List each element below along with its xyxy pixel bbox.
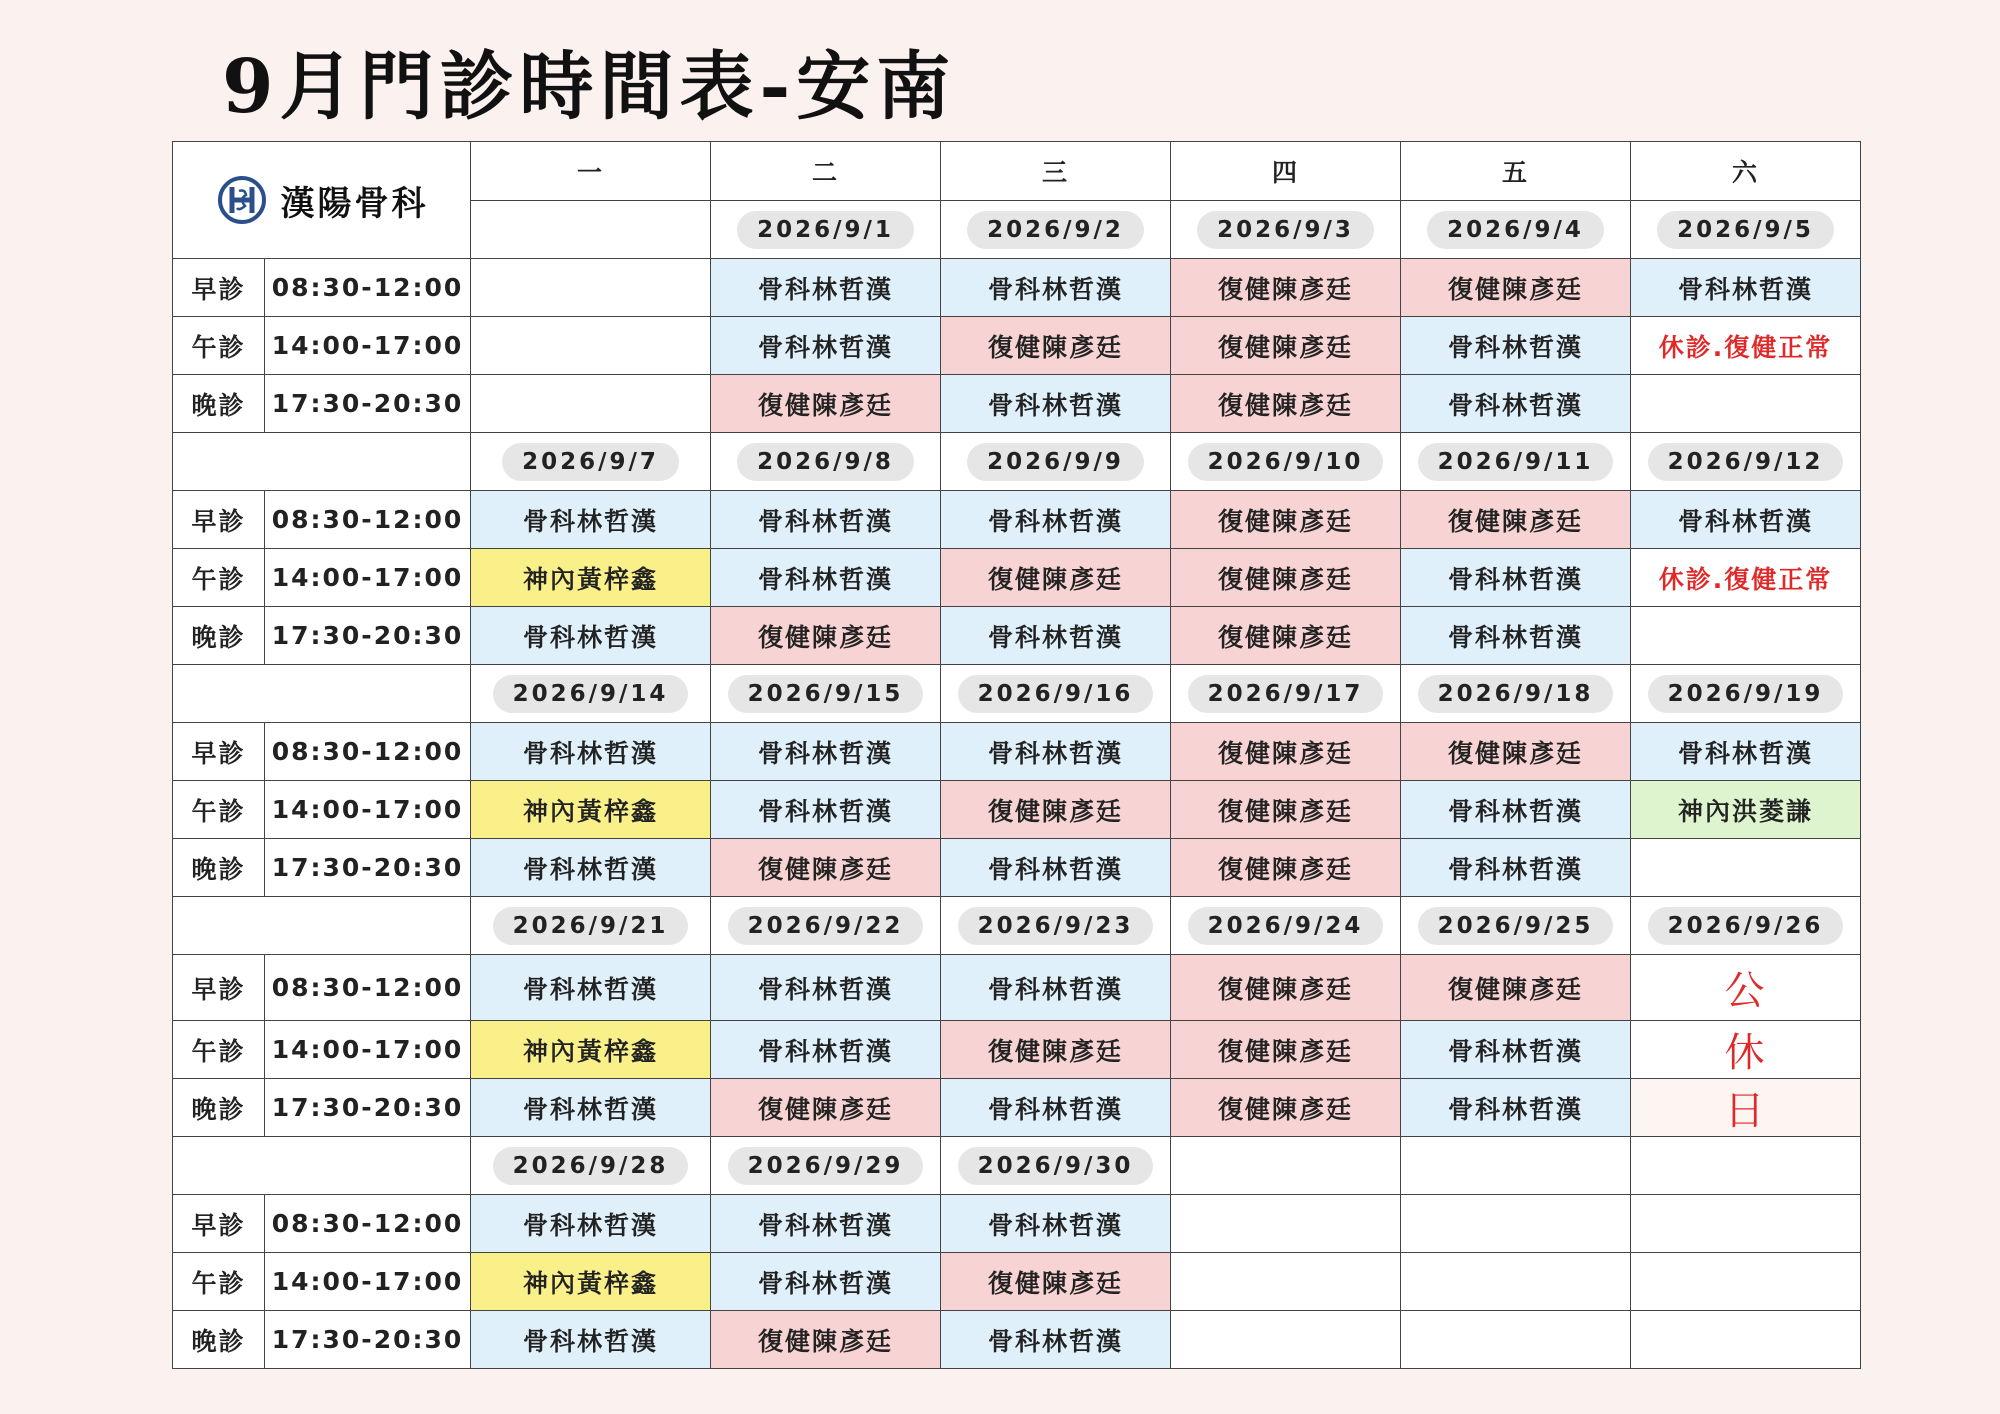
- schedule-table: [172, 141, 1861, 1369]
- doctor-cell: 復健陳彥廷: [941, 317, 1171, 375]
- slot-time: 17:30-20:30: [265, 607, 471, 665]
- slot-time: 14:00-17:00: [265, 1253, 471, 1311]
- slot-time: 17:30-20:30: [265, 1311, 471, 1369]
- doctor-cell: [1171, 1195, 1401, 1253]
- doctor-cell: 復健陳彥廷: [711, 1079, 941, 1137]
- doctor-cell: [1171, 1311, 1401, 1369]
- date-pill: 2026/9/23: [958, 907, 1154, 945]
- slot-name: 晚診: [173, 1079, 265, 1137]
- doctor-cell: 復健陳彥廷: [1171, 375, 1401, 433]
- doctor-cell: 復健陳彥廷: [711, 607, 941, 665]
- slot-row: [173, 259, 1861, 317]
- date-cell: [1631, 1137, 1861, 1195]
- slot-row: [173, 1021, 1861, 1079]
- date-cell: [1401, 897, 1631, 955]
- date-cell: [941, 897, 1171, 955]
- date-cell: [711, 665, 941, 723]
- doctor-cell: 復健陳彥廷: [1171, 549, 1401, 607]
- date-pill: 2026/9/18: [1418, 675, 1614, 713]
- doctor-cell: 休診.復健正常: [1631, 317, 1861, 375]
- slot-name: 午診: [173, 1021, 265, 1079]
- slot-name: 午診: [173, 317, 265, 375]
- date-cell: [471, 201, 711, 259]
- doctor-cell: 復健陳彥廷: [711, 375, 941, 433]
- doctor-cell: 骨科林哲漢: [711, 549, 941, 607]
- doctor-cell: 骨科林哲漢: [471, 1195, 711, 1253]
- doctor-cell: 休診.復健正常: [1631, 549, 1861, 607]
- doctor-cell: 骨科林哲漢: [1401, 549, 1631, 607]
- date-pill: 2026/9/1: [737, 211, 914, 249]
- date-cell: [1171, 665, 1401, 723]
- date-pill: 2026/9/17: [1188, 675, 1384, 713]
- date-cell: [1631, 665, 1861, 723]
- doctor-cell: [1631, 375, 1861, 433]
- date-row-blank: [173, 433, 471, 491]
- doctor-cell: 骨科林哲漢: [711, 259, 941, 317]
- date-pill: 2026/9/21: [493, 907, 689, 945]
- doctor-cell: 骨科林哲漢: [941, 1311, 1171, 1369]
- doctor-cell: [1631, 1253, 1861, 1311]
- date-pill: 2026/9/4: [1427, 211, 1604, 249]
- doctor-cell: [1171, 1253, 1401, 1311]
- slot-name: 早診: [173, 1195, 265, 1253]
- slot-time: 14:00-17:00: [265, 781, 471, 839]
- doctor-cell: 復健陳彥廷: [1401, 723, 1631, 781]
- doctor-cell: 骨科林哲漢: [1631, 259, 1861, 317]
- date-cell: [1401, 433, 1631, 491]
- date-row: [173, 433, 1861, 491]
- slot-time: 08:30-12:00: [265, 723, 471, 781]
- day-header: 一: [471, 142, 711, 201]
- doctor-cell: [1401, 1195, 1631, 1253]
- slot-row: [173, 317, 1861, 375]
- date-pill: 2026/9/7: [502, 443, 679, 481]
- clinic-logo-cell: [173, 142, 471, 259]
- doctor-cell: 骨科林哲漢: [711, 955, 941, 1021]
- day-header: 四: [1171, 142, 1401, 201]
- date-row-blank: [173, 1137, 471, 1195]
- date-cell: [471, 665, 711, 723]
- doctor-cell: [471, 375, 711, 433]
- doctor-cell: 復健陳彥廷: [1171, 781, 1401, 839]
- date-cell: [1171, 433, 1401, 491]
- date-row: [173, 665, 1861, 723]
- date-pill: 2026/9/12: [1648, 443, 1844, 481]
- doctor-cell: [471, 259, 711, 317]
- slot-row: [173, 1079, 1861, 1137]
- slot-row: [173, 1311, 1861, 1369]
- slot-name: 午診: [173, 1253, 265, 1311]
- date-cell: [941, 433, 1171, 491]
- slot-name: 午診: [173, 781, 265, 839]
- slot-row: [173, 1253, 1861, 1311]
- doctor-cell: 骨科林哲漢: [941, 375, 1171, 433]
- doctor-cell: [1631, 1311, 1861, 1369]
- date-cell: [471, 897, 711, 955]
- slot-row: [173, 607, 1861, 665]
- doctor-cell: 骨科林哲漢: [1401, 1021, 1631, 1079]
- slot-row: [173, 781, 1861, 839]
- day-header: 三: [941, 142, 1171, 201]
- slot-time: 14:00-17:00: [265, 317, 471, 375]
- doctor-cell: 休: [1631, 1021, 1861, 1079]
- date-cell: [471, 1137, 711, 1195]
- date-cell: [1401, 1137, 1631, 1195]
- doctor-cell: 神內黃梓鑫: [471, 1253, 711, 1311]
- doctor-cell: 神內黃梓鑫: [471, 781, 711, 839]
- slot-time: 17:30-20:30: [265, 839, 471, 897]
- date-pill: 2026/9/11: [1418, 443, 1614, 481]
- doctor-cell: 復健陳彥廷: [1171, 491, 1401, 549]
- slot-time: 14:00-17:00: [265, 1021, 471, 1079]
- slot-name: 晚診: [173, 375, 265, 433]
- doctor-cell: 骨科林哲漢: [941, 723, 1171, 781]
- slot-name: 午診: [173, 549, 265, 607]
- doctor-cell: [1401, 1253, 1631, 1311]
- date-pill: 2026/9/19: [1648, 675, 1844, 713]
- date-cell: [711, 201, 941, 259]
- doctor-cell: 復健陳彥廷: [941, 1253, 1171, 1311]
- slot-name: 晚診: [173, 839, 265, 897]
- date-cell: [1631, 897, 1861, 955]
- date-cell: [1171, 897, 1401, 955]
- doctor-cell: 骨科林哲漢: [711, 491, 941, 549]
- slot-name: 早診: [173, 723, 265, 781]
- slot-row: [173, 491, 1861, 549]
- date-row-blank: [173, 897, 471, 955]
- doctor-cell: 骨科林哲漢: [711, 1253, 941, 1311]
- doctor-cell: 復健陳彥廷: [941, 1021, 1171, 1079]
- date-pill: 2026/9/28: [493, 1147, 689, 1185]
- doctor-cell: 復健陳彥廷: [711, 839, 941, 897]
- doctor-cell: 復健陳彥廷: [1171, 1079, 1401, 1137]
- slot-row: [173, 723, 1861, 781]
- doctor-cell: 骨科林哲漢: [1401, 607, 1631, 665]
- doctor-cell: 骨科林哲漢: [471, 1311, 711, 1369]
- slot-name: 早診: [173, 955, 265, 1021]
- doctor-cell: 骨科林哲漢: [711, 781, 941, 839]
- date-cell: [941, 665, 1171, 723]
- doctor-cell: 骨科林哲漢: [711, 1195, 941, 1253]
- day-header-row: [173, 142, 1861, 201]
- date-cell: [1171, 1137, 1401, 1195]
- date-cell: [1631, 433, 1861, 491]
- doctor-cell: 復健陳彥廷: [1401, 955, 1631, 1021]
- date-pill: 2026/9/3: [1197, 211, 1374, 249]
- date-pill: 2026/9/15: [728, 675, 924, 713]
- doctor-cell: 骨科林哲漢: [471, 1079, 711, 1137]
- date-pill: 2026/9/22: [728, 907, 924, 945]
- date-pill: 2026/9/24: [1188, 907, 1384, 945]
- doctor-cell: [1631, 1195, 1861, 1253]
- slot-time: 08:30-12:00: [265, 491, 471, 549]
- doctor-cell: 骨科林哲漢: [1631, 491, 1861, 549]
- doctor-cell: 復健陳彥廷: [1401, 259, 1631, 317]
- doctor-cell: 骨科林哲漢: [941, 839, 1171, 897]
- doctor-cell: 骨科林哲漢: [1401, 781, 1631, 839]
- date-cell: [711, 433, 941, 491]
- date-pill: 2026/9/10: [1188, 443, 1384, 481]
- doctor-cell: 骨科林哲漢: [1401, 317, 1631, 375]
- date-pill: 2026/9/16: [958, 675, 1154, 713]
- doctor-cell: 骨科林哲漢: [1631, 723, 1861, 781]
- date-cell: [1401, 201, 1631, 259]
- slot-row: [173, 549, 1861, 607]
- doctor-cell: 復健陳彥廷: [1171, 1021, 1401, 1079]
- date-pill: 2026/9/26: [1648, 907, 1844, 945]
- slot-row: [173, 955, 1861, 1021]
- doctor-cell: 復健陳彥廷: [711, 1311, 941, 1369]
- date-pill: 2026/9/30: [958, 1147, 1154, 1185]
- date-cell: [1631, 201, 1861, 259]
- hanyang-logo-icon: [215, 173, 269, 227]
- doctor-cell: 骨科林哲漢: [711, 723, 941, 781]
- day-header: 六: [1631, 142, 1861, 201]
- doctor-cell: 骨科林哲漢: [471, 607, 711, 665]
- date-cell: [941, 1137, 1171, 1195]
- slot-name: 早診: [173, 259, 265, 317]
- doctor-cell: 骨科林哲漢: [941, 1079, 1171, 1137]
- date-pill: 2026/9/8: [737, 443, 914, 481]
- doctor-cell: 復健陳彥廷: [1171, 955, 1401, 1021]
- doctor-cell: 骨科林哲漢: [941, 259, 1171, 317]
- date-pill: 2026/9/5: [1657, 211, 1834, 249]
- date-cell: [711, 897, 941, 955]
- date-cell: [711, 1137, 941, 1195]
- doctor-cell: 骨科林哲漢: [711, 1021, 941, 1079]
- doctor-cell: 骨科林哲漢: [941, 1195, 1171, 1253]
- date-pill: 2026/9/29: [728, 1147, 924, 1185]
- doctor-cell: 復健陳彥廷: [1171, 607, 1401, 665]
- slot-time: 08:30-12:00: [265, 955, 471, 1021]
- doctor-cell: [1401, 1311, 1631, 1369]
- doctor-cell: 骨科林哲漢: [941, 607, 1171, 665]
- doctor-cell: 復健陳彥廷: [1171, 839, 1401, 897]
- doctor-cell: 骨科林哲漢: [941, 491, 1171, 549]
- date-cell: [941, 201, 1171, 259]
- date-pill: 2026/9/9: [967, 443, 1144, 481]
- doctor-cell: 復健陳彥廷: [941, 781, 1171, 839]
- doctor-cell: 復健陳彥廷: [1171, 723, 1401, 781]
- slot-time: 14:00-17:00: [265, 549, 471, 607]
- doctor-cell: 神內黃梓鑫: [471, 549, 711, 607]
- date-cell: [471, 433, 711, 491]
- date-pill: 2026/9/2: [967, 211, 1144, 249]
- date-pill: 2026/9/14: [493, 675, 689, 713]
- slot-row: [173, 839, 1861, 897]
- day-header: 二: [711, 142, 941, 201]
- doctor-cell: 復健陳彥廷: [1171, 317, 1401, 375]
- slot-time: 17:30-20:30: [265, 1079, 471, 1137]
- slot-row: [173, 1195, 1861, 1253]
- doctor-cell: 骨科林哲漢: [1401, 1079, 1631, 1137]
- date-cell: [1171, 201, 1401, 259]
- slot-name: 早診: [173, 491, 265, 549]
- slot-name: 晚診: [173, 607, 265, 665]
- doctor-cell: 日: [1631, 1079, 1861, 1137]
- clinic-name: 漢陽骨科: [280, 183, 429, 224]
- doctor-cell: 公: [1631, 955, 1861, 1021]
- doctor-cell: 骨科林哲漢: [1401, 375, 1631, 433]
- page-title: 9月門診時間表-安南: [222, 44, 957, 130]
- slot-time: 17:30-20:30: [265, 375, 471, 433]
- doctor-cell: 復健陳彥廷: [1171, 259, 1401, 317]
- doctor-cell: 復健陳彥廷: [941, 549, 1171, 607]
- doctor-cell: 復健陳彥廷: [1401, 491, 1631, 549]
- doctor-cell: 骨科林哲漢: [711, 317, 941, 375]
- doctor-cell: 骨科林哲漢: [471, 491, 711, 549]
- date-row-blank: [173, 665, 471, 723]
- doctor-cell: [471, 317, 711, 375]
- date-row: [173, 1137, 1861, 1195]
- slot-name: 晚診: [173, 1311, 265, 1369]
- doctor-cell: 骨科林哲漢: [1401, 839, 1631, 897]
- doctor-cell: 骨科林哲漢: [471, 955, 711, 1021]
- slot-time: 08:30-12:00: [265, 259, 471, 317]
- doctor-cell: 神內洪菱謙: [1631, 781, 1861, 839]
- date-cell: [1401, 665, 1631, 723]
- day-header: 五: [1401, 142, 1631, 201]
- doctor-cell: 骨科林哲漢: [471, 839, 711, 897]
- date-row: [173, 897, 1861, 955]
- doctor-cell: [1631, 607, 1861, 665]
- doctor-cell: [1631, 839, 1861, 897]
- doctor-cell: 神內黃梓鑫: [471, 1021, 711, 1079]
- slot-time: 08:30-12:00: [265, 1195, 471, 1253]
- date-pill: 2026/9/25: [1418, 907, 1614, 945]
- slot-row: [173, 375, 1861, 433]
- doctor-cell: 骨科林哲漢: [471, 723, 711, 781]
- doctor-cell: 骨科林哲漢: [941, 955, 1171, 1021]
